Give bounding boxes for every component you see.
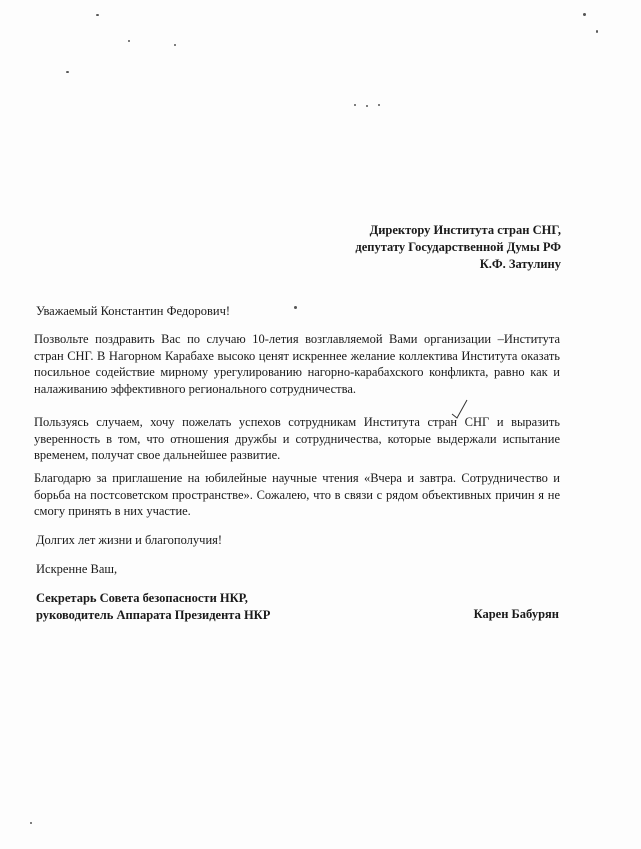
scan-speck bbox=[596, 30, 598, 33]
signatory-title-line-1: Секретарь Совета безопасности НКР, bbox=[36, 591, 248, 605]
paragraph-wishes: Пользуясь случаем, хочу пожелать успехов сотрудникам Института стран СНГ и выразить уверенность в том, что отношения дружбы и сотрудничества, которые выдержали испытание временем, получат свое дальнейшее развитие. bbox=[34, 415, 560, 462]
scan-speck bbox=[66, 71, 69, 73]
signatory-title bbox=[36, 590, 270, 624]
closing-phrase: Искренне Ваш, bbox=[36, 562, 118, 576]
addressee-block bbox=[355, 222, 561, 273]
scan-speck bbox=[294, 306, 297, 309]
scan-speck bbox=[30, 822, 32, 824]
paragraph-congratulation: Позвольте поздравить Вас по случаю 10-летия возглавляемой Вами организации –Института стран СНГ. В Нагорном Карабахе высоко ценят искреннее желание коллектива Института оказать посильное содействие мирному урегулированию нагорно-карабахского конфликта, равно как и налаживанию эффективного регионального сотрудничества. bbox=[34, 332, 560, 396]
signatory-title-line-2: руководитель Аппарата Президента НКР bbox=[36, 608, 271, 622]
addressee-line-1: Директору Института стран СНГ, bbox=[369, 223, 561, 237]
salutation: Уважаемый Константин Федорович! bbox=[36, 304, 231, 318]
scan-speck bbox=[366, 105, 368, 107]
addressee-line-3: К.Ф. Затулину bbox=[479, 257, 561, 271]
scan-speck bbox=[96, 14, 99, 16]
addressee-line-2: депутату Государственной Думы РФ bbox=[355, 240, 561, 254]
scan-speck bbox=[583, 13, 586, 16]
closing-wish: Долгих лет жизни и благополучия! bbox=[36, 533, 223, 547]
signatory-name: Карен Бабурян bbox=[473, 607, 559, 621]
pen-check-mark bbox=[448, 398, 470, 420]
scan-speck bbox=[354, 104, 356, 106]
paragraph-gratitude: Благодарю за приглашение на юбилейные научные чтения «Вчера и завтра. Сотрудничество и борьба на постсоветском пространстве». Сожалею, что в связи с рядом объективных причин я не смогу принять в них участие. bbox=[34, 471, 560, 518]
scan-speck bbox=[174, 44, 176, 46]
scan-speck bbox=[378, 104, 380, 106]
scan-speck bbox=[128, 40, 130, 42]
